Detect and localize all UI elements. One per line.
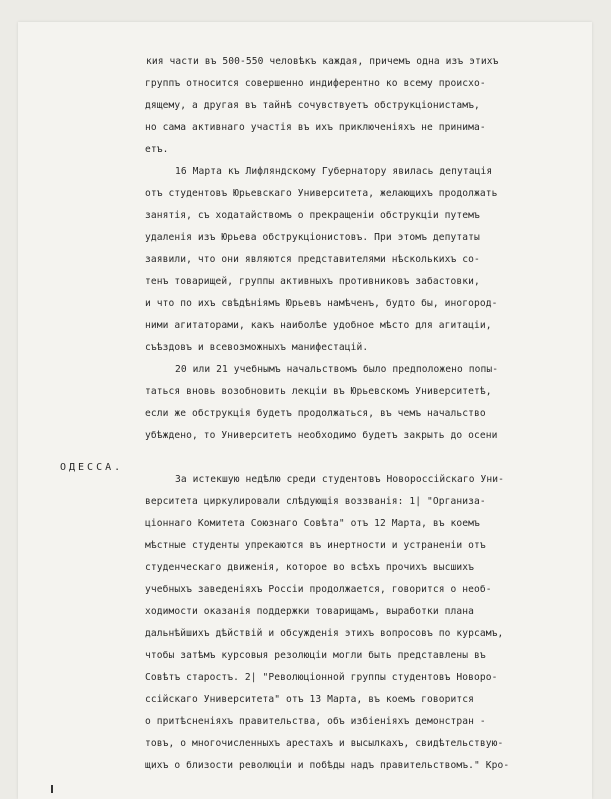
text-line: таться вновь возобновить лекціи въ Юрьевскомъ Университетѣ, bbox=[145, 386, 492, 397]
text-line: 20 или 21 учебнымъ начальствомъ было предположено попы- bbox=[175, 364, 499, 375]
text-line: заявили, что они являются представителями нѣсколькихъ со- bbox=[145, 254, 480, 265]
text-line: товъ, о многочисленныхъ арестахъ и высылкахъ, свидѣтельствую- bbox=[145, 738, 504, 749]
text-line: ціоннаго Комитета Союзнаго Совѣта" отъ 12 Марта, въ коемъ bbox=[145, 518, 480, 529]
text-line: учебныхъ заведеніяхъ Россіи продолжается, говорится о необ- bbox=[145, 584, 492, 595]
text-line: 16 Марта къ Лифляндскому Губернатору явилась депутація bbox=[175, 166, 493, 177]
text-line: убѣждено, то Университетъ необходимо будетъ закрыть до осени bbox=[145, 430, 498, 441]
text-line: За истекшую недѣлю среди студентовъ Новороссійскаго Уни- bbox=[175, 474, 505, 485]
text-line: дальнѣйшихъ дѣйствій и обсужденія этихъ вопросовъ по курсамъ, bbox=[145, 628, 504, 639]
text-line: студенческаго движенія, которое во всѣхъ прочихъ высшихъ bbox=[145, 562, 475, 573]
text-line: ними агитаторами, какъ наиболѣе удобное мѣсто для агитаціи, bbox=[145, 320, 492, 331]
text-line: но сама активнаго участія въ ихъ приключеніяхъ не принима- bbox=[145, 122, 486, 133]
text-line: отъ студентовъ Юрьевскаго Университета, желающихъ продолжать bbox=[145, 188, 498, 199]
section-heading-odessa: ОДЕССА. bbox=[60, 462, 124, 473]
text-line: съѣздовъ и всевозможныхъ манифестацій. bbox=[145, 342, 369, 353]
text-line: дящему, а другая въ тайнѣ сочувствуетъ обструкціонистамъ, bbox=[145, 100, 480, 111]
text-line: группъ относится совершенно индиферентно ко всему происхо- bbox=[145, 78, 486, 89]
text-line: ходимости оказанія поддержки товарищамъ, выработки плана bbox=[145, 606, 475, 617]
text-line: если же обструкція будетъ продолжаться, въ чемъ начальство bbox=[145, 408, 486, 419]
margin-mark bbox=[51, 785, 53, 793]
document-page bbox=[18, 22, 592, 799]
text-line: верситета циркулировали слѣдующія воззванія: 1| "Организа- bbox=[145, 496, 486, 507]
text-line: Совѣтъ старостъ. 2| "Революціонной группы студентовъ Новоро- bbox=[145, 672, 498, 683]
text-line: тенъ товарищей, группы активныхъ противниковъ забастовки, bbox=[145, 276, 480, 287]
text-line: щихъ о близости революціи и побѣды надъ правительствомъ." Кро- bbox=[145, 760, 510, 771]
text-line: занятія, съ ходатайствомъ о прекращеніи обструкціи путемъ bbox=[145, 210, 480, 221]
text-line: и что по ихъ свѣдѣніямъ Юрьевъ намѣченъ, будто бы, иногород- bbox=[145, 298, 498, 309]
text-line: кия части въ 500-550 человѣкъ каждая, причемъ одна изъ этихъ bbox=[146, 56, 499, 67]
text-line: етъ. bbox=[145, 144, 169, 155]
text-line: ссійскаго Университета" отъ 13 Марта, въ коемъ говорится bbox=[145, 694, 475, 705]
text-line: о притѣсненіяхъ правительства, объ избіеніяхъ демонстран - bbox=[145, 716, 486, 727]
text-line: удаленія изъ Юрьева обструкціонистовъ. При этомъ депутаты bbox=[145, 232, 480, 243]
text-line: чтобы затѣмъ курсовыя резолюціи могли быть представлены въ bbox=[145, 650, 486, 661]
text-line: мѣстные студенты упрекаются въ инертности и устраненіи отъ bbox=[145, 540, 486, 551]
